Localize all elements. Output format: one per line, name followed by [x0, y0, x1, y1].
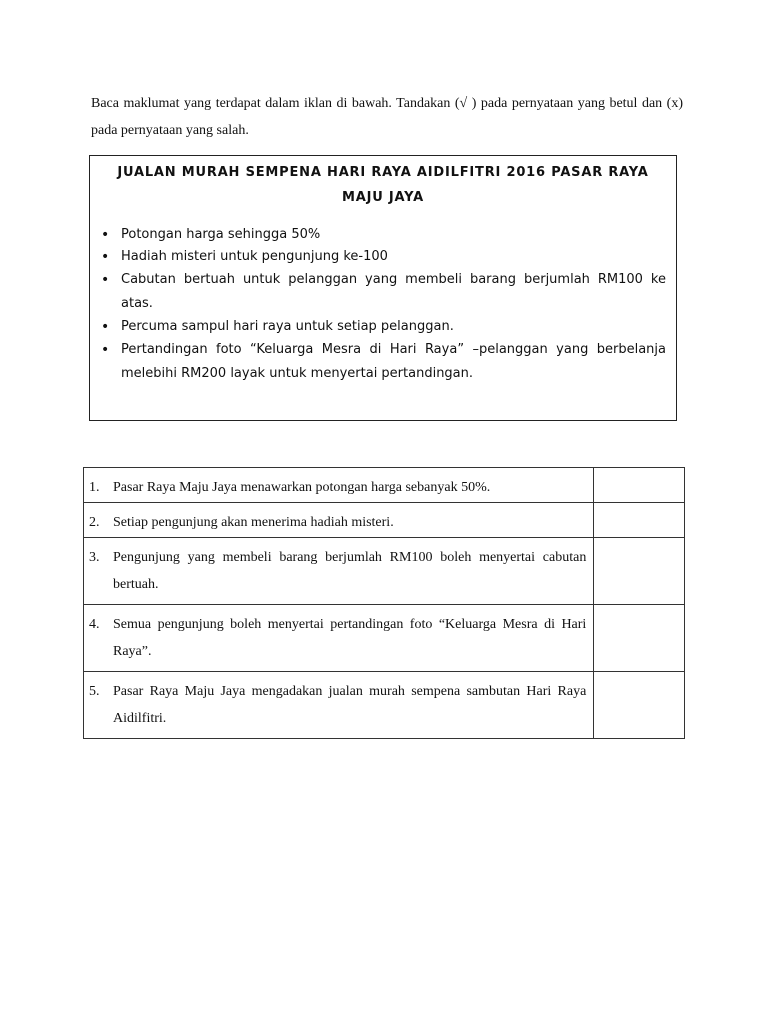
- statement-text: Semua pengunjung boleh menyertai pertandingan foto “Keluarga Mesra di Hari Raya”.: [113, 617, 587, 659]
- advertisement-item: • Pertandingan foto “Keluarga Mesra di Hari Raya” –pelanggan yang berbelanja melebihi RM200 layak untuk menyertai pertandingan.: [90, 338, 666, 386]
- table-row: [84, 468, 685, 503]
- statement-text: Pasar Raya Maju Jaya menawarkan potongan harga sebanyak 50%.: [113, 480, 491, 495]
- statement-text: Pengunjung yang membeli barang berjumlah RM100 boleh menyertai cabutan bertuah.: [113, 550, 587, 592]
- answer-box[interactable]: [594, 605, 685, 672]
- advertisement-item: • Potongan harga sehingga 50%: [90, 224, 666, 246]
- advertisement-item: • Hadiah misteri untuk pengunjung ke-100: [90, 246, 666, 268]
- statement-cell: [84, 503, 594, 538]
- advertisement-item: • Cabutan bertuah untuk pelanggan yang membeli barang berjumlah RM100 ke atas.: [90, 268, 666, 316]
- instructions-text: Baca maklumat yang terdapat dalam iklan di bawah. Tandakan (√ ) pada pernyataan yang betul dan (x) pada pernyataan yang salah.: [91, 96, 683, 138]
- answer-box[interactable]: [594, 538, 685, 605]
- statement-cell: [84, 672, 594, 739]
- statement-number: 3.: [89, 550, 100, 565]
- table-row: [84, 538, 685, 605]
- advertisement-box: [89, 155, 677, 421]
- answer-box[interactable]: [594, 503, 685, 538]
- answer-box[interactable]: [594, 672, 685, 739]
- advertisement-title: JUALAN MURAH SEMPENA HARI RAYA AIDILFITRI 2016 PASAR RAYA MAJU JAYA: [117, 165, 649, 205]
- statement-number: 5.: [89, 684, 100, 699]
- statement-text: Setiap pengunjung akan menerima hadiah misteri.: [113, 515, 394, 530]
- statement-cell: [84, 538, 594, 605]
- table-row: [84, 503, 685, 538]
- table-row: [84, 605, 685, 672]
- table-row: [84, 672, 685, 739]
- answer-box[interactable]: [594, 468, 685, 503]
- statement-number: 2.: [89, 515, 100, 530]
- advertisement-list: [90, 224, 666, 386]
- statement-text: Pasar Raya Maju Jaya mengadakan jualan murah sempena sambutan Hari Raya Aidilfitri.: [113, 684, 587, 726]
- statement-cell: [84, 468, 594, 503]
- statement-number: 4.: [89, 617, 100, 632]
- statement-number: 1.: [89, 480, 100, 495]
- statement-cell: [84, 605, 594, 672]
- advertisement-item: • Percuma sampul hari raya untuk setiap pelanggan.: [90, 316, 666, 338]
- statements-table: [83, 467, 685, 739]
